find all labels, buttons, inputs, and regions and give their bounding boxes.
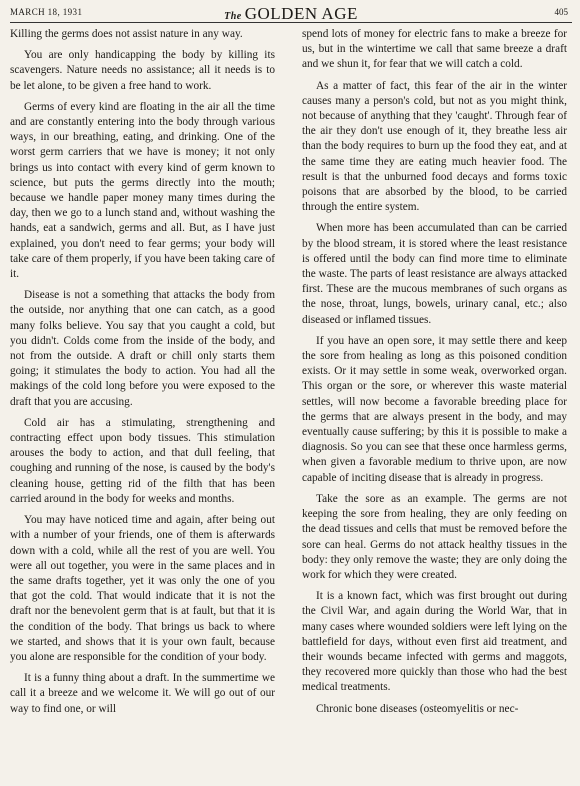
page-number: 405 [554, 7, 568, 17]
paragraph: As a matter of fact, this fear of the air in the winter causes many a person's cold, but not as you might think, not because of anything that they 'caught'. Through fear of the air they don't use enough of it, they breathe less air than the body requires to burn up the food they eat, and at the same time they are eating much heavier food. The result is that the unburned food decays and forms toxic poisons that are absorbed by the blood, to be carried through the entire system. [302, 79, 567, 214]
paragraph: Take the sore as an example. The germs are not keeping the sore from healing, they are only feeding on the dead tissues and cells that must be removed before the sore can heal. Germs do not attack healthy tissues in the body: they only remove the waste; they are only doing the work for which they were created. [302, 492, 567, 581]
left-column [10, 27, 275, 723]
issue-date: MARCH 18, 1931 [10, 7, 83, 17]
paragraph: Disease is not a something that attacks the body from the outside, nor anything that one can catch, as a good many folks believe. You say that you caught a cold, but you didn't. Colds come from the inside of the body, and not from the outside. A draft or chill only starts them going; it stimulates the body to action. You had all the makings of the cold long before you were exposed to the draft that you are accusing. [10, 289, 275, 408]
paragraph: spend lots of money for electric fans to make a breeze for us, but in the wintertime we call that same breeze a draft and we shun it, for fear that we will catch a cold. [302, 28, 567, 71]
paragraph: When more has been accumulated than can be carried by the blood stream, it is stored where the least resistance is offered until the body can find more time to eliminate the waste. The parts of least resistance are always attacked first. These are the mucous membranes of such organs as the nose, throat, lungs, bowels, urinary canal, etc.; also diseased or inflamed tissues. [302, 222, 567, 326]
right-column [302, 27, 567, 723]
paragraph: It is a funny thing about a draft. In the summertime we call it a breeze and we welcome it. We will go out of our way to find one, or will [10, 672, 275, 715]
paragraph: If you have an open sore, it may settle there and keep the sore from healing as long as this poisoned condition exists. Or it may settle in some weak, overworked organ. This organ or the sore, or wherever this waste material settles, will now become a favorable breeding place for the germs that are always present in the body, and may eventually cause suffering; by this it is possible to make a diagnosis. So you can see that these once harmless germs, when given a favorable medium to thrive upon, are now capable of inciting disease that is already in progress. [302, 334, 567, 484]
paragraph: You are only handicapping the body by killing its scavengers. Nature needs no assistance; all it needs is to be let alone, to be given a free hand to work. [10, 49, 275, 92]
paragraph: It is a known fact, which was first brought out during the Civil War, and again during the World War, that in many cases where wounded soldiers were left lying on the battlefield for days, without even first aid treatment, and their wounds became infected with germs and maggots, they recovered more quickly than those who had the best medical treatments. [302, 590, 567, 694]
paragraph: Chronic bone diseases (osteomyelitis or nec- [316, 702, 519, 715]
paragraph: Germs of every kind are floating in the air all the time and are constantly entering into the body through various ways, in our breathing, eating, and drinking. One of the worst germ carriers that we have is money; it not only brings us into contact with every kind of germ known to science, but puts the germs directly into the mouth; because we handle paper money many times during the day, then we go to a lunch stand and, without washing the hands, eat a sandwich, germs and all. But, as I have just explained, you don't need to fear germs; your body will take care of them properly, if you have been taking care of it. [10, 100, 275, 281]
paragraph: Cold air has a stimulating, strengthening and contracting effect upon body tissues. This stimulation arouses the body to action, and that dull feeling, that coughing and running of the nose, is caused by the body's cleaning house, getting rid of the filth that has been carried around in the body for weeks and months. [10, 416, 275, 505]
magazine-title-the: The [224, 11, 242, 22]
magazine-title [10, 4, 572, 24]
paragraph: Killing the germs does not assist nature in any way. [10, 28, 243, 40]
paragraph: You may have noticed time and again, after being out with a number of your friends, one of them is afterwards down with a cold, while all the rest of you are well. You were all out together, you were in the same places and in the same drafts together, yet it was only the one of you that got the cold. That would indicate that it is not the draft nor the benevolent germ that is at fault, but that it is the condition of the body. That brings us back to where we started, and shows that it is your own fault, because you alone are responsible for the condition of your body. [10, 514, 275, 663]
page-header [10, 4, 572, 24]
magazine-title-main: GOLDEN AGE [244, 4, 358, 23]
header-rule [10, 22, 572, 23]
